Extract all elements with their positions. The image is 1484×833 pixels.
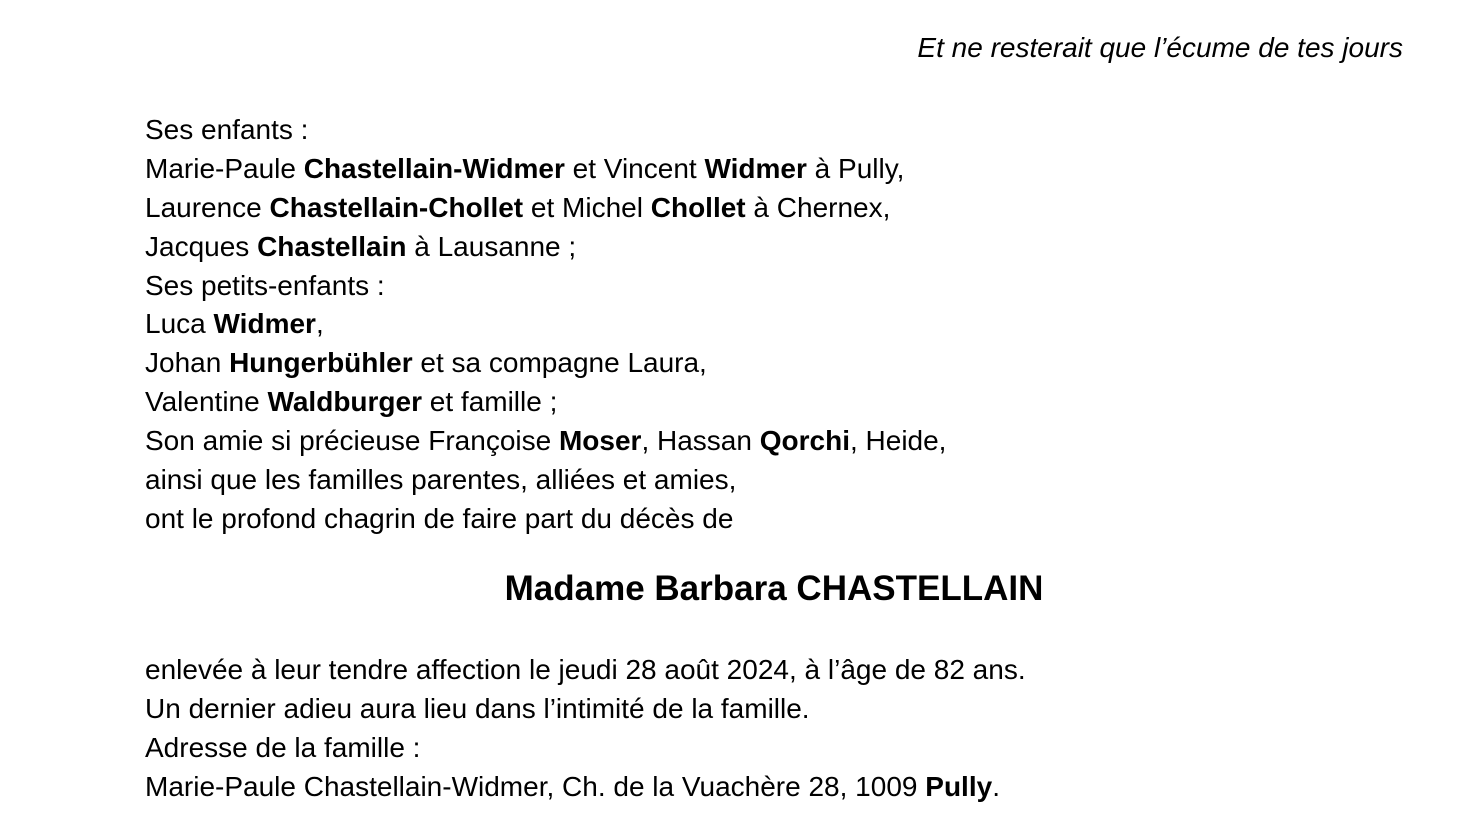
text-segment: Johan [145, 347, 230, 379]
text-line [145, 729, 1403, 768]
text-segment: Marie-Paule [145, 152, 304, 184]
text-segment: Jacques [145, 230, 258, 262]
text-line [145, 150, 1403, 189]
text-segment: Son amie si précieuse Françoise [145, 425, 559, 457]
family-name-bold: Qorchi [759, 425, 850, 457]
family-name-bold: Hungerbühler [229, 347, 413, 379]
text-line [145, 651, 1403, 690]
text-segment: Marie-Paule Chastellain-Widmer, Ch. de la Vuachère 28, 1009 [145, 770, 926, 802]
text-segment: Adresse de la famille : [145, 731, 421, 763]
family-name-bold: Chollet [650, 191, 746, 223]
text-segment: et famille ; [422, 386, 558, 418]
text-segment: et Vincent [564, 152, 705, 184]
text-line [145, 383, 1403, 422]
family-name-bold: Widmer [704, 152, 807, 184]
epigraph-quote: Et ne resterait que l’écume de tes jours [917, 32, 1403, 63]
text-segment: Laurence [145, 191, 270, 223]
text-segment: . [992, 770, 1000, 802]
text-segment: et Michel [523, 191, 651, 223]
family-name-bold: Chastellain-Widmer [303, 152, 565, 184]
text-segment: Ses enfants : [145, 113, 309, 145]
text-segment: à Lausanne ; [406, 230, 577, 262]
family-name-bold: Moser [558, 425, 642, 457]
family-name-bold: Waldburger [267, 386, 422, 418]
text-segment: Ses petits-enfants : [145, 269, 385, 301]
text-segment: Luca [145, 308, 214, 340]
text-line [145, 768, 1403, 807]
text-line [145, 267, 1403, 306]
text-line [145, 189, 1403, 228]
family-name-bold: Chastellain-Chollet [269, 191, 524, 223]
text-segment: , Heide, [849, 425, 947, 457]
text-segment: Un dernier adieu aura lieu dans l’intimité de la famille. [145, 692, 810, 724]
family-name-bold: Pully [925, 770, 993, 802]
text-line [145, 344, 1403, 383]
family-lines-block [145, 111, 1403, 539]
text-segment: , [315, 308, 324, 340]
text-segment: , Hassan [641, 425, 760, 457]
announcement-content [0, 29, 1484, 807]
text-segment: à Chernex, [745, 191, 891, 223]
text-segment: à Pully, [806, 152, 905, 184]
text-line [145, 422, 1403, 461]
text-segment: ainsi que les familles parentes, alliées et amies, [145, 464, 737, 496]
text-segment: ont le profond chagrin de faire part du décès de [145, 502, 734, 534]
text-segment: Valentine [145, 386, 268, 418]
text-line [145, 228, 1403, 267]
text-line [145, 461, 1403, 500]
text-line [145, 305, 1403, 344]
closing-lines-block [145, 651, 1403, 807]
text-line [145, 111, 1403, 150]
text-line [145, 690, 1403, 729]
deceased-name-title: Madame Barbara CHASTELLAIN [504, 568, 1044, 608]
text-segment: et sa compagne Laura, [412, 347, 707, 379]
family-name-bold: Widmer [213, 308, 316, 340]
family-name-bold: Chastellain [257, 230, 407, 262]
text-segment: enlevée à leur tendre affection le jeudi 28 août 2024, à l’âge de 82 ans. [145, 653, 1026, 685]
text-line [145, 500, 1403, 539]
